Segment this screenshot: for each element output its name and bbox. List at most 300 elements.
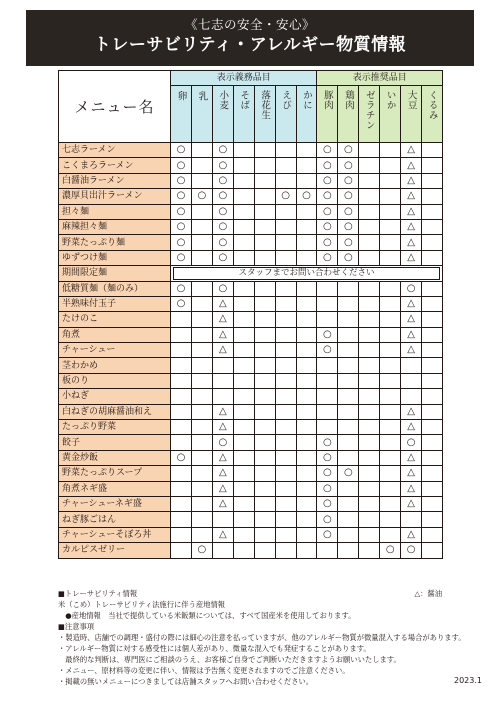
allergen-mark-cell: ○ <box>338 143 359 158</box>
allergen-label: いか <box>384 90 396 110</box>
allergen-mark-cell <box>338 496 359 511</box>
allergen-mark-cell <box>380 450 401 465</box>
allergen-mark-cell <box>233 466 254 481</box>
table-row <box>59 296 443 311</box>
caution-line: ・掲載の無いメニューにつきましては店舗スタッフへお問い合わせください。 <box>58 677 314 686</box>
allergen-mark-cell <box>317 358 338 373</box>
allergen-header <box>317 86 338 143</box>
allergen-mark-cell <box>254 450 275 465</box>
allergen-mark-cell <box>233 358 254 373</box>
menu-name-cell: ゆずつけ麺 <box>59 250 171 265</box>
allergen-mark-cell <box>275 250 296 265</box>
allergen-mark-cell: ○ <box>317 450 338 465</box>
allergen-mark-cell <box>275 512 296 527</box>
allergen-mark-cell: ○ <box>171 204 192 219</box>
allergen-mark-cell: ○ <box>317 143 338 158</box>
allergen-mark-cell <box>422 512 443 527</box>
allergen-mark-cell <box>254 496 275 511</box>
allergen-mark-cell <box>296 312 317 327</box>
allergen-mark-cell <box>254 358 275 373</box>
allergen-mark-cell <box>359 450 380 465</box>
allergen-mark-cell: △ <box>212 296 233 311</box>
allergen-header <box>422 86 443 143</box>
allergen-mark-cell <box>275 435 296 450</box>
allergen-mark-cell <box>317 281 338 296</box>
allergen-mark-cell: △ <box>401 527 422 542</box>
caution-line: 最終的な判断は、専門医にご相談のうえ、お客様ご自身でご判断いただきますようお願いいたします。 <box>58 655 401 664</box>
allergen-mark-cell <box>380 173 401 188</box>
menu-name-cell: 七志ラーメン <box>59 143 171 158</box>
allergen-mark-cell <box>359 219 380 234</box>
allergen-mark-cell: △ <box>401 404 422 419</box>
allergen-header <box>296 86 317 143</box>
allergen-mark-cell <box>212 389 233 404</box>
allergen-mark-cell <box>254 158 275 173</box>
allergen-mark-cell <box>401 373 422 388</box>
allergen-mark-cell <box>191 250 212 265</box>
allergen-mark-cell <box>380 466 401 481</box>
allergen-mark-cell: ○ <box>317 219 338 234</box>
allergen-mark-cell <box>275 143 296 158</box>
allergen-mark-cell <box>380 327 401 342</box>
allergen-mark-cell <box>296 404 317 419</box>
allergen-mark-cell: △ <box>401 219 422 234</box>
allergen-mark-cell <box>275 327 296 342</box>
menu-name-cell: 担々麺 <box>59 204 171 219</box>
allergen-mark-cell <box>275 358 296 373</box>
allergen-mark-cell <box>359 543 380 558</box>
allergen-mark-cell <box>359 189 380 204</box>
allergen-mark-cell <box>212 512 233 527</box>
allergen-mark-cell <box>254 327 275 342</box>
allergen-mark-cell <box>380 527 401 542</box>
allergen-mark-cell <box>233 235 254 250</box>
table-row <box>59 250 443 265</box>
allergen-mark-cell <box>275 450 296 465</box>
table-row <box>59 204 443 219</box>
allergen-label: くるみ <box>426 90 438 120</box>
allergen-mark-cell: ○ <box>401 281 422 296</box>
allergen-mark-cell: ○ <box>171 189 192 204</box>
table-row <box>59 389 443 404</box>
allergen-mark-cell <box>380 496 401 511</box>
allergen-header <box>359 86 380 143</box>
allergen-label: 卵 <box>175 91 187 101</box>
allergen-mark-cell <box>296 450 317 465</box>
allergen-mark-cell <box>296 389 317 404</box>
allergen-mark-cell <box>233 404 254 419</box>
allergen-mark-cell <box>296 543 317 558</box>
table-row <box>59 496 443 511</box>
allergen-mark-cell <box>254 189 275 204</box>
allergen-mark-cell <box>233 343 254 358</box>
allergen-mark-cell <box>191 281 212 296</box>
allergen-mark-cell: ○ <box>212 235 233 250</box>
allergen-mark-cell <box>233 312 254 327</box>
allergen-mark-cell <box>422 543 443 558</box>
allergen-mark-cell <box>275 204 296 219</box>
allergen-mark-cell <box>338 512 359 527</box>
page-title: トレーサビリティ・アレルギー物質情報 <box>93 35 407 55</box>
contact-staff-cell <box>171 266 443 281</box>
allergen-mark-cell: △ <box>401 312 422 327</box>
table-row <box>59 281 443 296</box>
allergen-mark-cell: ○ <box>338 158 359 173</box>
allergen-mark-cell <box>233 373 254 388</box>
allergen-mark-cell <box>254 404 275 419</box>
allergen-mark-cell <box>338 450 359 465</box>
allergen-label: そば <box>238 90 250 110</box>
allergen-label: 落花生 <box>259 90 271 120</box>
menu-name-cell: 濃厚貝出汁ラーメン <box>59 189 171 204</box>
allergen-mark-cell <box>171 327 192 342</box>
allergen-header <box>275 86 296 143</box>
allergen-mark-cell: △ <box>212 343 233 358</box>
allergen-mark-cell <box>171 404 192 419</box>
allergen-mark-cell <box>212 358 233 373</box>
table-row <box>59 235 443 250</box>
allergen-label: ゼラチン <box>363 90 375 130</box>
allergen-mark-cell: ○ <box>171 296 192 311</box>
allergen-mark-cell <box>275 158 296 173</box>
allergen-mark-cell: △ <box>212 450 233 465</box>
allergen-mark-cell: ○ <box>171 158 192 173</box>
allergen-mark-cell <box>338 481 359 496</box>
allergen-mark-cell <box>171 420 192 435</box>
allergen-mark-cell <box>233 450 254 465</box>
allergen-mark-cell <box>254 173 275 188</box>
recommended-items-header: 表示推奨品目 <box>317 71 443 86</box>
allergen-mark-cell: △ <box>401 343 422 358</box>
allergen-mark-cell: △ <box>401 420 422 435</box>
caution-line: ・メニュー、原材料等の変更に伴い、情報は予告無く変更されますのでご注意ください。 <box>58 666 350 675</box>
allergen-mark-cell <box>275 296 296 311</box>
allergen-mark-cell: ○ <box>212 204 233 219</box>
allergen-mark-cell <box>401 512 422 527</box>
allergen-mark-cell <box>275 466 296 481</box>
page-subtitle: 《七志の安全・安心》 <box>184 17 315 32</box>
allergen-mark-cell: ○ <box>191 543 212 558</box>
allergen-mark-cell: △ <box>401 296 422 311</box>
allergen-mark-cell: ○ <box>317 512 338 527</box>
allergen-header <box>254 86 275 143</box>
allergen-mark-cell <box>422 158 443 173</box>
allergen-mark-cell <box>275 527 296 542</box>
allergen-mark-cell <box>296 327 317 342</box>
allergen-mark-cell <box>191 219 212 234</box>
allergen-mark-cell <box>380 158 401 173</box>
menu-name-cell: 角煮 <box>59 327 171 342</box>
allergen-mark-cell <box>275 404 296 419</box>
allergen-mark-cell <box>275 389 296 404</box>
allergen-mark-cell <box>275 343 296 358</box>
allergen-mark-cell <box>233 250 254 265</box>
menu-name-cell: 白醤油ラーメン <box>59 173 171 188</box>
allergen-mark-cell <box>380 312 401 327</box>
allergen-mark-cell: ○ <box>171 235 192 250</box>
allergen-mark-cell <box>171 312 192 327</box>
allergen-mark-cell: ○ <box>338 235 359 250</box>
allergen-mark-cell <box>338 373 359 388</box>
allergen-mark-cell: ○ <box>275 189 296 204</box>
allergen-mark-cell <box>380 235 401 250</box>
allergen-mark-cell <box>422 466 443 481</box>
allergen-mark-cell <box>359 358 380 373</box>
menu-name-cell: 黄金炒飯 <box>59 450 171 465</box>
allergen-mark-cell: ○ <box>380 543 401 558</box>
menu-name-header: メニュー名 <box>59 71 171 143</box>
table-row <box>59 420 443 435</box>
allergen-mark-cell <box>275 543 296 558</box>
table-row <box>59 189 443 204</box>
table-row <box>59 373 443 388</box>
allergen-mark-cell <box>380 389 401 404</box>
allergen-mark-cell: ○ <box>171 143 192 158</box>
allergen-mark-cell <box>422 143 443 158</box>
allergen-mark-cell <box>422 235 443 250</box>
allergen-mark-cell: △ <box>401 496 422 511</box>
allergen-mark-cell: ○ <box>171 281 192 296</box>
allergen-mark-cell: △ <box>212 527 233 542</box>
allergen-mark-cell <box>296 358 317 373</box>
allergen-mark-cell <box>380 343 401 358</box>
allergen-mark-cell <box>254 296 275 311</box>
origin-info-text: ●産地情報 当社で提供している米飯類については、すべて国産米を使用しております。 <box>58 611 356 620</box>
allergen-mark-cell <box>233 496 254 511</box>
allergen-mark-cell <box>254 481 275 496</box>
allergen-mark-cell <box>296 158 317 173</box>
allergen-mark-cell <box>171 466 192 481</box>
allergen-mark-cell <box>254 389 275 404</box>
allergen-mark-cell <box>422 420 443 435</box>
allergen-mark-cell <box>191 296 212 311</box>
allergen-mark-cell <box>171 527 192 542</box>
allergen-mark-cell: ○ <box>317 189 338 204</box>
menu-name-cell: チャーシューネギ盛 <box>59 496 171 511</box>
caution-heading: ■注意事項 <box>58 622 95 631</box>
menu-name-cell: こくまろラーメン <box>59 158 171 173</box>
allergen-mark-cell <box>422 481 443 496</box>
table-row <box>59 358 443 373</box>
allergen-mark-cell: ○ <box>338 173 359 188</box>
allergen-mark-cell <box>338 358 359 373</box>
allergen-mark-cell <box>422 204 443 219</box>
allergen-mark-cell <box>380 404 401 419</box>
allergen-mark-cell <box>296 235 317 250</box>
allergen-mark-cell: ○ <box>212 435 233 450</box>
allergen-mark-cell <box>233 543 254 558</box>
allergen-mark-cell <box>359 143 380 158</box>
allergen-label: かに <box>300 90 312 110</box>
allergen-mark-cell <box>317 420 338 435</box>
allergen-mark-cell <box>191 389 212 404</box>
allergen-mark-cell <box>191 450 212 465</box>
notes-section <box>58 588 488 687</box>
allergen-mark-cell <box>254 435 275 450</box>
allergen-mark-cell <box>359 327 380 342</box>
allergen-mark-cell <box>254 527 275 542</box>
menu-name-cell: ねぎ豚ごはん <box>59 512 171 527</box>
allergen-mark-cell <box>254 373 275 388</box>
allergen-mark-cell <box>233 204 254 219</box>
allergen-mark-cell <box>317 296 338 311</box>
allergen-mark-cell <box>380 219 401 234</box>
menu-name-cell: たっぷり野菜 <box>59 420 171 435</box>
allergen-mark-cell <box>317 312 338 327</box>
allergen-mark-cell <box>380 373 401 388</box>
allergen-mark-cell: ○ <box>317 466 338 481</box>
allergen-mark-cell <box>254 312 275 327</box>
allergen-mark-cell: △ <box>212 496 233 511</box>
menu-name-cell: カルピスゼリー <box>59 543 171 558</box>
allergen-mark-cell <box>296 435 317 450</box>
allergen-mark-cell <box>254 343 275 358</box>
allergen-mark-cell <box>254 281 275 296</box>
allergen-mark-cell: ○ <box>317 204 338 219</box>
table-row <box>59 158 443 173</box>
allergen-mark-cell <box>233 189 254 204</box>
allergen-mark-cell <box>338 404 359 419</box>
allergen-mark-cell: △ <box>401 450 422 465</box>
table-row <box>59 543 443 558</box>
allergen-mark-cell <box>422 373 443 388</box>
allergen-mark-cell: ○ <box>317 481 338 496</box>
allergen-mark-cell <box>254 543 275 558</box>
table-row <box>59 481 443 496</box>
allergen-mark-cell <box>380 281 401 296</box>
allergen-mark-cell <box>296 219 317 234</box>
allergen-mark-cell: ○ <box>338 189 359 204</box>
allergen-mark-cell <box>171 543 192 558</box>
allergen-mark-cell <box>191 481 212 496</box>
menu-name-cell: 角煮ネギ盛 <box>59 481 171 496</box>
table-row <box>59 219 443 234</box>
allergen-mark-cell <box>254 466 275 481</box>
allergen-mark-cell <box>359 435 380 450</box>
allergen-header <box>401 86 422 143</box>
allergen-mark-cell <box>338 312 359 327</box>
allergen-mark-cell <box>359 250 380 265</box>
allergen-mark-cell: △ <box>401 481 422 496</box>
allergen-mark-cell: △ <box>401 143 422 158</box>
allergen-mark-cell <box>296 250 317 265</box>
allergen-mark-cell <box>233 527 254 542</box>
allergen-mark-cell <box>254 512 275 527</box>
allergen-mark-cell <box>296 466 317 481</box>
allergen-mark-cell <box>191 435 212 450</box>
allergen-mark-cell: △ <box>401 173 422 188</box>
table-row <box>59 404 443 419</box>
allergen-mark-cell: ○ <box>338 250 359 265</box>
menu-name-cell: 野菜たっぷり麺 <box>59 235 171 250</box>
allergen-mark-cell <box>422 327 443 342</box>
menu-name-cell: 板のり <box>59 373 171 388</box>
allergen-mark-cell <box>275 496 296 511</box>
allergen-mark-cell <box>359 496 380 511</box>
allergen-mark-cell <box>296 496 317 511</box>
allergen-header <box>233 86 254 143</box>
allergen-mark-cell <box>296 527 317 542</box>
allergen-mark-cell <box>171 373 192 388</box>
allergen-mark-cell <box>191 204 212 219</box>
allergen-mark-cell: △ <box>212 420 233 435</box>
allergen-table <box>58 70 443 559</box>
legend-soy-sauce: △：醤油 <box>414 589 442 598</box>
issue-date: 2023.1 <box>454 676 482 685</box>
allergen-mark-cell <box>191 327 212 342</box>
allergen-mark-cell <box>338 281 359 296</box>
allergen-mark-cell <box>422 450 443 465</box>
allergen-mark-cell <box>422 496 443 511</box>
allergen-mark-cell <box>422 358 443 373</box>
table-row <box>59 527 443 542</box>
allergen-mark-cell <box>359 481 380 496</box>
allergen-mark-cell <box>422 250 443 265</box>
allergen-mark-cell <box>191 143 212 158</box>
allergen-mark-cell: ○ <box>317 327 338 342</box>
menu-name-cell: チャーシュー <box>59 343 171 358</box>
allergen-mark-cell <box>233 512 254 527</box>
allergen-mark-cell <box>359 281 380 296</box>
allergen-mark-cell <box>275 235 296 250</box>
menu-name-cell: 期間限定麺 <box>59 266 171 281</box>
allergen-mark-cell <box>380 420 401 435</box>
allergen-mark-cell <box>171 343 192 358</box>
allergen-mark-cell <box>171 358 192 373</box>
allergen-mark-cell <box>296 512 317 527</box>
allergen-mark-cell <box>359 173 380 188</box>
allergen-mark-cell <box>380 204 401 219</box>
allergen-mark-cell <box>296 343 317 358</box>
table-row <box>59 512 443 527</box>
allergen-mark-cell <box>296 204 317 219</box>
allergen-mark-cell <box>275 312 296 327</box>
allergen-mark-cell: ○ <box>317 343 338 358</box>
allergen-mark-cell: ○ <box>317 496 338 511</box>
allergen-mark-cell: ○ <box>212 189 233 204</box>
allergen-mark-cell: ○ <box>317 158 338 173</box>
allergen-mark-cell: ○ <box>317 173 338 188</box>
allergen-mark-cell <box>359 373 380 388</box>
allergen-mark-cell <box>380 250 401 265</box>
allergen-mark-cell: ○ <box>212 173 233 188</box>
allergen-mark-cell <box>359 204 380 219</box>
allergen-mark-cell <box>422 435 443 450</box>
table-row <box>59 266 443 281</box>
allergen-mark-cell <box>275 481 296 496</box>
allergen-mark-cell <box>422 189 443 204</box>
allergen-mark-cell <box>338 296 359 311</box>
allergen-mark-cell: △ <box>212 481 233 496</box>
allergen-mark-cell <box>233 296 254 311</box>
allergen-header <box>212 86 233 143</box>
allergen-mark-cell: △ <box>212 404 233 419</box>
rice-traceability-text: 米（こめ）トレーサビリティ法施行に伴う産地情報 <box>58 600 226 609</box>
allergen-mark-cell <box>359 158 380 173</box>
allergen-mark-cell <box>422 219 443 234</box>
allergen-mark-cell <box>422 281 443 296</box>
required-items-header: 表示義務品目 <box>171 71 317 86</box>
caution-line: ・アレルギー物質に対する感受性には個人差があり、微量な混入でも発症することがあります。 <box>58 644 371 653</box>
allergen-mark-cell: ○ <box>317 235 338 250</box>
allergen-header <box>338 86 359 143</box>
table-row <box>59 450 443 465</box>
allergen-mark-cell: △ <box>212 312 233 327</box>
allergen-mark-cell <box>275 373 296 388</box>
menu-name-cell: 野菜たっぷりスープ <box>59 466 171 481</box>
allergen-mark-cell <box>191 527 212 542</box>
allergen-mark-cell <box>233 389 254 404</box>
